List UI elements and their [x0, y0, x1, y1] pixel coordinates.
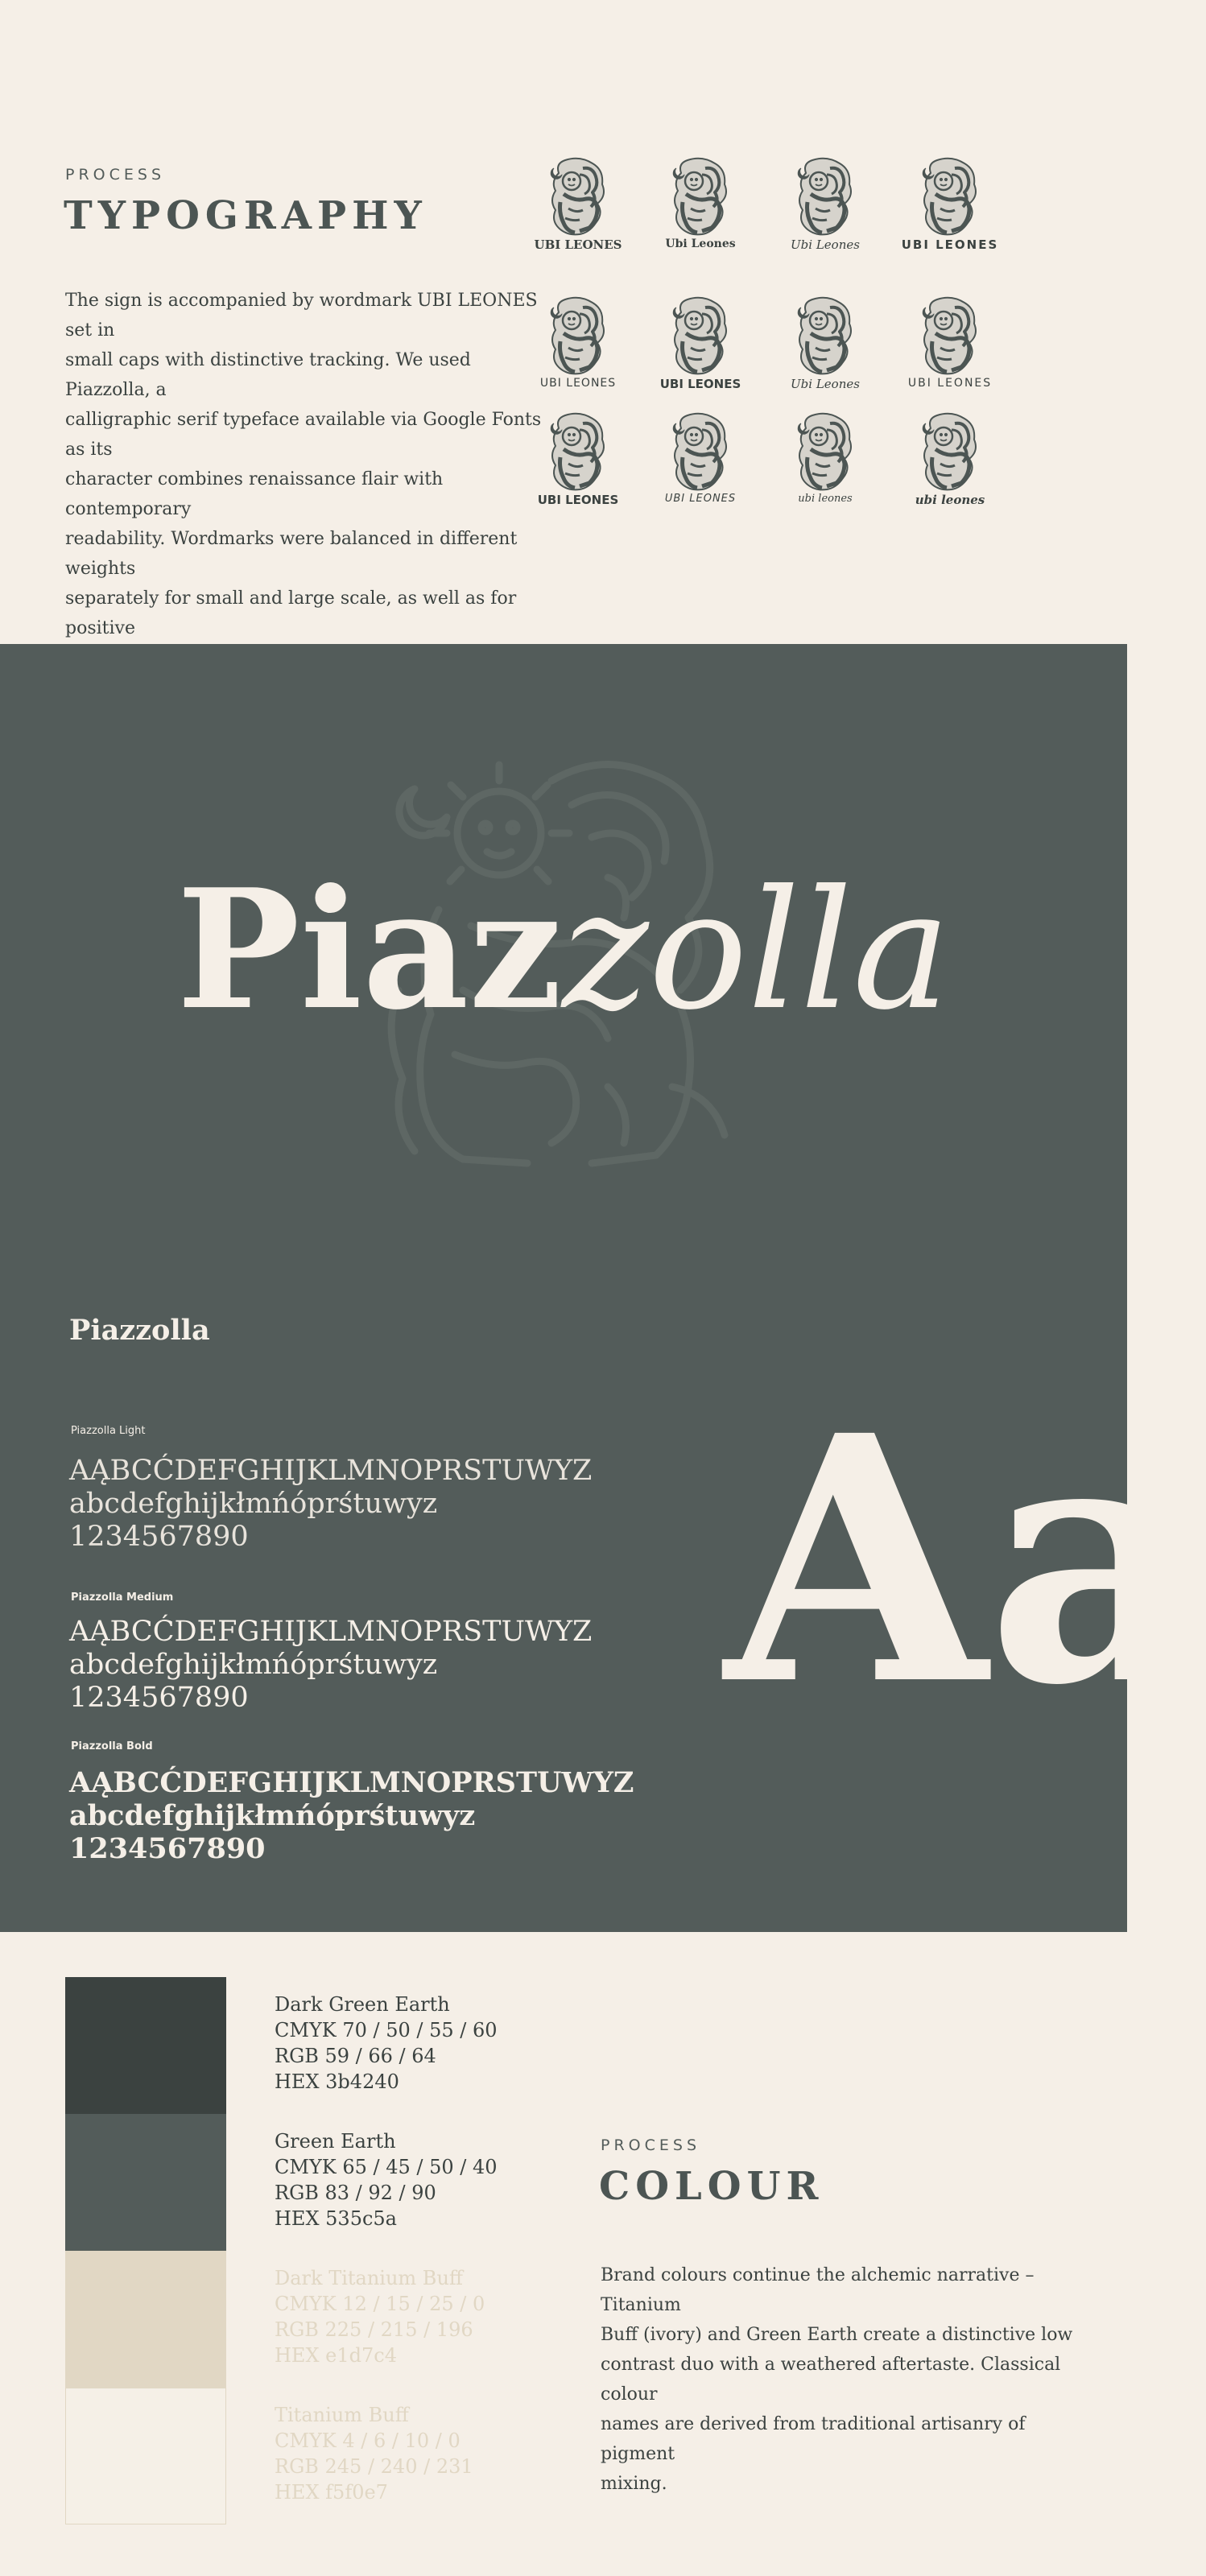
colour-swatch [65, 2388, 226, 2524]
lion-emblem-icon [670, 412, 731, 494]
hero-word-italic: zolla [562, 856, 951, 1046]
lion-emblem-icon [919, 412, 981, 494]
colour-hex: HEX 535c5a [275, 2207, 397, 2230]
colour-kicker: PROCESS [601, 2136, 701, 2154]
colour-swatch [65, 2114, 226, 2251]
wordmark-label: UBI LEONES [901, 237, 999, 252]
wordmark-label: Ubi Leones [791, 237, 860, 252]
font-name: Piazzolla [69, 1314, 210, 1347]
specimen-lowercase: abcdefghijkłmńóprśtuwyz [69, 1799, 476, 1832]
wordmark-label: Ubi Leones [791, 377, 860, 391]
specimen-bold [69, 1766, 634, 1865]
paragraph-line: separately for small and large scale, as well as for positive [65, 588, 517, 638]
weight-label-medium: Piazzolla Medium [71, 1591, 174, 1604]
typography-heading: TYPOGRAPHY [64, 193, 427, 238]
weight-label-light: Piazzolla Light [71, 1425, 146, 1437]
wordmark-lockup [640, 412, 761, 517]
lion-emblem-icon [919, 296, 981, 378]
paragraph-line: Buff (ivory) and Green Earth create a distinctive low [601, 2325, 1073, 2345]
specimen-digits: 1234567890 [69, 1521, 249, 1553]
colour-heading: COLOUR [599, 2164, 824, 2209]
colour-hex: HEX e1d7c4 [275, 2344, 397, 2367]
colour-rgb: RGB 83 / 92 / 90 [275, 2182, 436, 2204]
wordmark-lockup [765, 412, 886, 517]
paragraph-line: The sign is accompanied by wordmark UBI LEONES set in [65, 291, 538, 341]
typography-paragraph [65, 286, 548, 673]
colour-name: Green Earth [275, 2130, 396, 2153]
wordmark-lockup [890, 157, 1010, 262]
specimen-uppercase: AĄBCĆDEFGHIJKLMNOPRSTUWYZ [69, 1766, 634, 1799]
lion-emblem-icon [795, 412, 856, 494]
weight-label-bold: Piazzolla Bold [71, 1740, 153, 1752]
specimen-uppercase: AĄBCĆDEFGHIJKLMNOPRSTUWYZ [69, 1455, 593, 1487]
wordmark-label: UBI LEONES [537, 493, 619, 507]
colour-spec [275, 1992, 498, 2095]
wordmark-label: UBI LEONES [659, 377, 741, 391]
wordmark-label: ubi leones [915, 493, 985, 507]
colour-spec [275, 2128, 498, 2231]
big-glyph-aa: Aa [725, 1363, 1206, 1760]
colour-swatch [65, 1977, 226, 2114]
wordmark-label: UBI LEONES [534, 237, 622, 252]
colour-rgb: RGB 225 / 215 / 196 [275, 2318, 473, 2341]
colour-cmyk: CMYK 4 / 6 / 10 / 0 [275, 2429, 461, 2452]
specimen-light [69, 1455, 592, 1554]
colour-swatch [65, 2251, 226, 2388]
paragraph-line: names are derived from traditional artisanry of pigment [601, 2414, 1026, 2464]
specimen-lowercase: abcdefghijkłmńóprśtuwyz [69, 1649, 438, 1681]
specimen-uppercase: AĄBCĆDEFGHIJKLMNOPRSTUWYZ [69, 1616, 593, 1648]
wordmark-label: UBI LEONES [539, 377, 617, 390]
lion-emblem-icon [670, 157, 731, 239]
specimen-lowercase: abcdefghijkłmńóprśtuwyz [69, 1488, 438, 1520]
typography-section [0, 0, 1127, 644]
colour-spec [275, 2265, 485, 2368]
wordmark-lockup [890, 296, 1010, 401]
wordmark-lockup [518, 296, 638, 401]
paragraph-line: character combines renaissance flair with contemporary [65, 469, 444, 519]
lion-emblem-icon [547, 412, 609, 494]
paragraph-line: contrast duo with a weathered aftertaste. Classical colour [601, 2355, 1061, 2405]
wordmark-label: UBI LEONES [907, 377, 993, 390]
paragraph-line: small caps with distinctive tracking. We used Piazzolla, a [65, 350, 471, 400]
hero-section [0, 644, 1127, 1288]
lion-emblem-icon [919, 157, 981, 239]
colour-rgb: RGB 59 / 66 / 64 [275, 2045, 436, 2067]
lion-emblem-icon [547, 296, 609, 378]
paragraph-line: calligraphic serif typeface available via Google Fonts as its [65, 410, 542, 460]
wordmark-lockup [640, 157, 761, 262]
colour-spec [275, 2402, 473, 2505]
colour-hex: HEX 3b4240 [275, 2070, 399, 2093]
colour-name: Titanium Buff [275, 2404, 409, 2426]
colour-name: Dark Green Earth [275, 1993, 450, 2016]
colour-cmyk: CMYK 12 / 15 / 25 / 0 [275, 2293, 485, 2315]
wordmark-label: UBI LEONES [664, 493, 737, 505]
specimen-digits: 1234567890 [69, 1832, 266, 1865]
hero-word-upright: Piaz [176, 853, 563, 1046]
hero-wordmark [0, 853, 1127, 1046]
paragraph-line: mixing. [601, 2474, 667, 2494]
specimen-medium [69, 1616, 592, 1715]
wordmark-lockup [518, 157, 638, 262]
paragraph-line: Brand colours continue the alchemic narrative – Titanium [601, 2265, 1035, 2315]
wordmark-label: ubi leones [798, 493, 853, 505]
colour-cmyk: CMYK 70 / 50 / 55 / 60 [275, 2019, 498, 2041]
paragraph-line: readability. Wordmarks were balanced in different weights [65, 529, 518, 579]
wordmark-lockup [765, 157, 886, 262]
specimen-digits: 1234567890 [69, 1682, 249, 1714]
colour-section [0, 1932, 1127, 2576]
colour-paragraph [601, 2260, 1084, 2499]
lion-emblem-icon [547, 157, 609, 239]
wordmark-lockup [765, 296, 886, 401]
specimen-section [0, 1288, 1206, 1932]
wordmark-lockup [890, 412, 1010, 517]
colour-name: Dark Titanium Buff [275, 2267, 463, 2289]
wordmark-label: Ubi Leones [665, 237, 736, 250]
wordmark-lockup [518, 412, 638, 517]
wordmark-lockup [640, 296, 761, 401]
colour-hex: HEX f5f0e7 [275, 2481, 388, 2504]
typography-kicker: PROCESS [65, 166, 166, 184]
lion-emblem-icon [795, 157, 856, 239]
colour-rgb: RGB 245 / 240 / 231 [275, 2455, 473, 2478]
colour-cmyk: CMYK 65 / 45 / 50 / 40 [275, 2156, 498, 2178]
lion-emblem-icon [795, 296, 856, 378]
lion-emblem-icon [670, 296, 731, 378]
